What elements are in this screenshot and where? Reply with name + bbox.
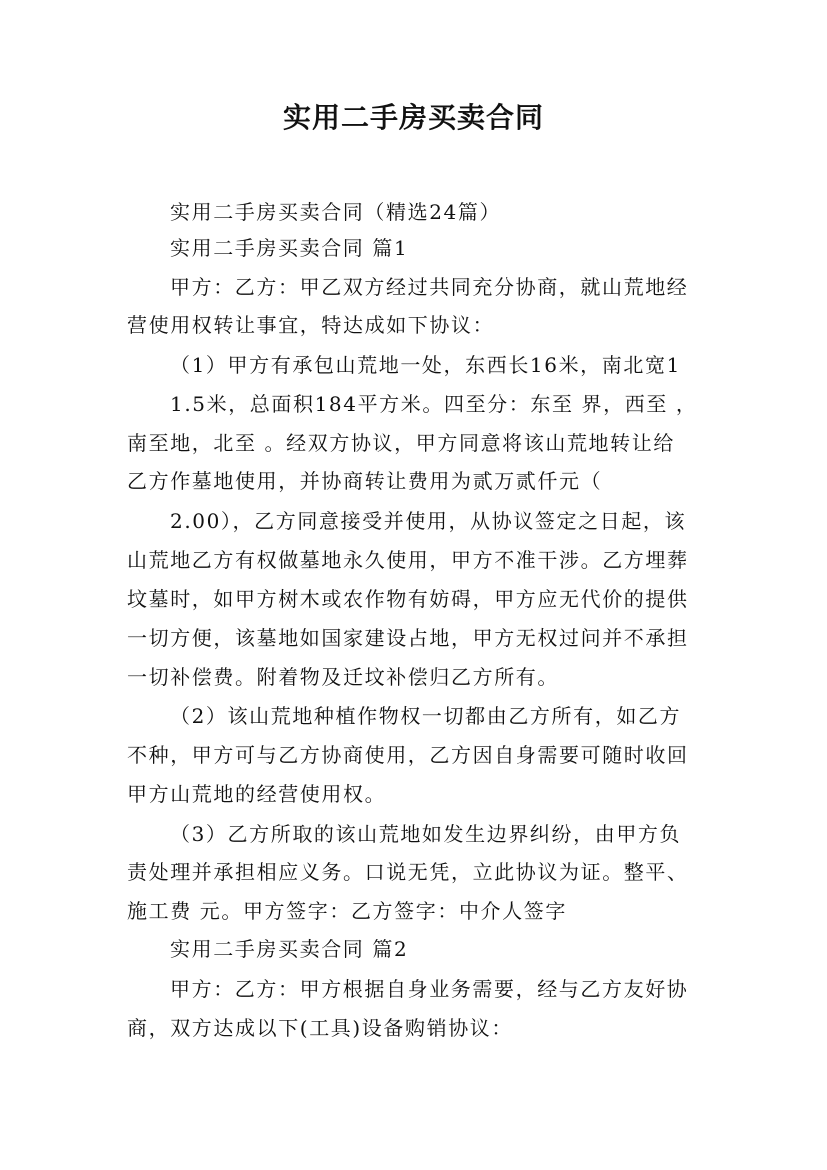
paragraph-line: 一切方便，该墓地如国家建设占地，甲方无权过问并不承担 [127, 626, 689, 650]
paragraph-line: （2）该山荒地种植作物权一切都由乙方所有，如乙方 [170, 704, 682, 728]
paragraph-line: 南至地，北至 。经双方协议，甲方同意将该山荒地转让给 [127, 431, 675, 455]
paragraph-line: （3）乙方所取的该山荒地如发生边界纠纷，由甲方负 [170, 822, 682, 846]
paragraph-line: 甲方：乙方：甲方根据自身业务需要，经与乙方友好协 [170, 977, 689, 1001]
paragraph-line: 坟墓时，如甲方树木或农作物有妨碍，甲方应无代价的提供 [127, 587, 689, 611]
paragraph-line: 乙方作墓地使用，并协商转让费用为贰万贰仟元（ [127, 469, 603, 493]
paragraph-line: 甲方山荒地的经营使用权。 [127, 782, 387, 806]
section-heading-2: 实用二手房买卖合同 篇2 [170, 937, 409, 961]
subtitle-line: 实用二手房买卖合同（精选24篇） [170, 200, 502, 224]
paragraph-line: 1.5米，总面积184平方米。四至分：东至 界，西至 ， [170, 392, 698, 416]
paragraph-line: （1）甲方有承包山荒地一处，东西长16米，南北宽1 [170, 353, 681, 377]
paragraph-line: 2.00），乙方同意接受并使用，从协议签定之日起，该 [170, 509, 687, 533]
paragraph-line: 甲方：乙方：甲乙双方经过共同充分协商，就山荒地经 [170, 275, 689, 299]
document-title: 实用二手房买卖合同 [282, 101, 544, 134]
paragraph-line: 不种，甲方可与乙方协商使用，乙方因自身需要可随时收回 [127, 743, 689, 767]
paragraph-line: 营使用权转让事宜，特达成如下协议： [127, 313, 495, 337]
section-heading-1: 实用二手房买卖合同 篇1 [170, 236, 409, 260]
paragraph-line: 山荒地乙方有权做墓地永久使用，甲方不准干涉。乙方埋葬 [127, 548, 689, 572]
paragraph-line: 施工费 元。甲方签字：乙方签字：中介人签字 [127, 899, 567, 923]
paragraph-line: 责处理并承担相应义务。口说无凭，立此协议为证。整平、 [127, 860, 689, 884]
paragraph-line: 商，双方达成以下(工具)设备购销协议： [127, 1016, 514, 1040]
paragraph-line: 一切补偿费。附着物及迁坟补偿归乙方所有。 [127, 665, 559, 689]
